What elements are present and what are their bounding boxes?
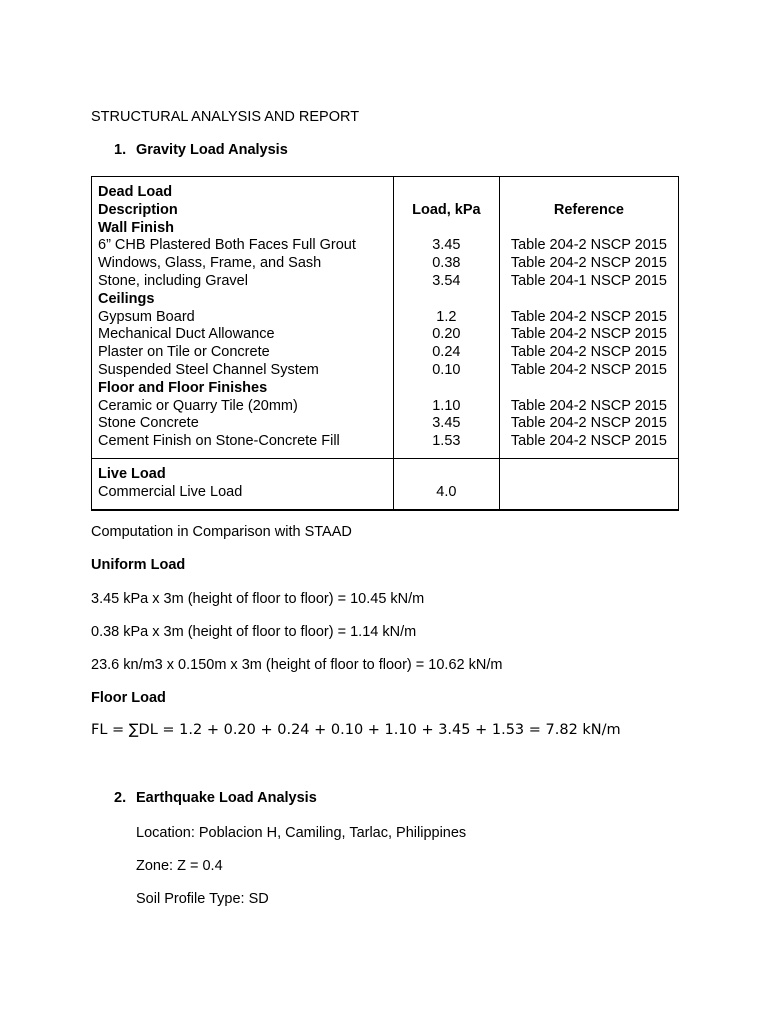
dead-load-description-cell <box>92 177 394 459</box>
item-load: 1.10 <box>432 397 461 414</box>
section-2-title: Earthquake Load Analysis <box>136 790 317 806</box>
section-1-title: Gravity Load Analysis <box>136 142 288 158</box>
item-reference: Table 204-2 NSCP 2015 <box>510 255 667 272</box>
item-load: 0.24 <box>432 344 461 361</box>
live-load-row <box>92 458 679 509</box>
uniform-load-line: 3.45 kPa x 3m (height of floor to floor) = 10.45 kN/m <box>91 591 425 607</box>
item-reference: Table 204-2 NSCP 2015 <box>510 415 667 432</box>
dead-load-heading: Dead Load <box>98 184 173 200</box>
live-load-reference-cell <box>499 458 678 509</box>
section-2-number: 2. <box>114 790 127 806</box>
dead-load-reference-cell <box>499 177 678 459</box>
item-description: Stone Concrete <box>98 415 199 432</box>
item-reference: Table 204-2 NSCP 2015 <box>510 344 667 361</box>
item-description: Stone, including Gravel <box>98 272 248 289</box>
item-reference: Table 204-1 NSCP 2015 <box>510 272 667 289</box>
item-reference: Table 204-2 NSCP 2015 <box>510 397 667 414</box>
live-load-value: 4.0 <box>436 483 457 500</box>
item-reference: Table 204-2 NSCP 2015 <box>510 326 667 343</box>
group-heading: Floor and Floor Finishes <box>98 379 268 396</box>
item-description: Plaster on Tile or Concrete <box>98 344 270 361</box>
section-2-heading <box>114 790 317 806</box>
item-description: Cement Finish on Stone-Concrete Fill <box>98 433 340 450</box>
item-load: 0.10 <box>432 361 461 378</box>
item-load: 1.53 <box>432 433 461 450</box>
item-load: 0.38 <box>432 255 461 272</box>
item-load: 3.45 <box>432 415 461 432</box>
item-reference: Table 204-2 NSCP 2015 <box>510 361 667 378</box>
item-reference: Table 204-2 NSCP 2015 <box>510 433 667 450</box>
floor-load-heading: Floor Load <box>91 690 166 706</box>
dead-load-values-cell <box>393 177 499 459</box>
dead-load-row <box>92 177 679 459</box>
live-load-description: Commercial Live Load <box>98 483 243 500</box>
item-description: Windows, Glass, Frame, and Sash <box>98 255 322 272</box>
earthquake-zone: Zone: Z = 0.4 <box>136 858 223 874</box>
document-title: STRUCTURAL ANALYSIS AND REPORT <box>91 109 360 125</box>
earthquake-soil-profile: Soil Profile Type: SD <box>136 891 269 907</box>
section-1-number: 1. <box>114 142 127 158</box>
item-load: 0.20 <box>432 326 461 343</box>
section-1-heading <box>114 142 288 158</box>
live-load-value-cell <box>393 458 499 509</box>
item-load: 3.54 <box>432 272 461 289</box>
item-description: Gypsum Board <box>98 308 195 325</box>
earthquake-location: Location: Poblacion H, Camiling, Tarlac, Philippines <box>136 825 467 841</box>
live-load-heading: Live Load <box>98 465 166 482</box>
item-description: Mechanical Duct Allowance <box>98 326 275 343</box>
item-load: 1.2 <box>436 308 457 325</box>
item-reference: Table 204-2 NSCP 2015 <box>510 237 667 254</box>
uniform-load-line: 23.6 kn/m3 x 0.150m x 3m (height of floor to floor) = 10.62 kN/m <box>91 657 503 673</box>
item-description: 6” CHB Plastered Both Faces Full Grout <box>98 237 356 254</box>
load-header: Load, kPa <box>412 201 481 218</box>
item-description: Ceramic or Quarry Tile (20mm) <box>98 397 298 414</box>
floor-load-formula: FL = ∑DL = 1.2 + 0.20 + 0.24 + 0.10 + 1.10 + 3.45 + 1.53 = 7.82 kN/m <box>91 722 621 738</box>
uniform-load-heading: Uniform Load <box>91 557 186 573</box>
item-reference: Table 204-2 NSCP 2015 <box>510 308 667 325</box>
item-load: 3.45 <box>432 237 461 254</box>
reference-header: Reference <box>553 201 624 218</box>
item-description: Suspended Steel Channel System <box>98 361 319 378</box>
group-heading: Ceilings <box>98 290 155 307</box>
uniform-load-line: 0.38 kPa x 3m (height of floor to floor) = 1.14 kN/m <box>91 624 417 640</box>
gravity-load-table <box>91 176 679 511</box>
group-heading: Wall Finish <box>98 219 174 236</box>
computation-heading: Computation in Comparison with STAAD <box>91 524 352 540</box>
description-header: Description <box>98 201 178 218</box>
live-load-description-cell <box>92 458 394 509</box>
